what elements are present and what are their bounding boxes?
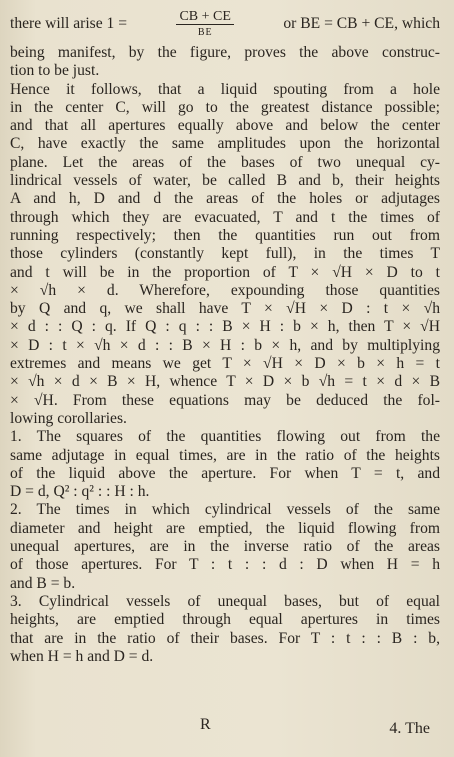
- text-line: × √H. From these equations may be deduced the fol-: [10, 391, 440, 409]
- text-line: unequal apertures, are in the inverse ratio of the areas: [10, 538, 440, 556]
- text-line: × √h × d. Wherefore, expounding those quantities: [10, 281, 440, 299]
- text-line: those cylinders (constantly kept full), in the times T: [10, 245, 440, 263]
- formula-lead: there will arise 1 =: [10, 15, 128, 32]
- text-line: × d : : Q : q. If Q : q : : B × H : b × h, then T × √H: [10, 318, 440, 336]
- text-line: 1. The squares of the quantities flowing out from the: [10, 428, 440, 446]
- text-line: running respectively; then the quantities run out from: [10, 226, 440, 244]
- text-line: diameter and height are emptied, the liquid flowing from: [10, 519, 440, 537]
- text-line: of those apertures. For T : t : : d : D when H = h: [10, 556, 440, 574]
- text-line: and that all apertures equally above and below the center: [10, 117, 440, 135]
- text-line: lindrical vessels of water, be called B and b, their heights: [10, 172, 440, 190]
- text-line: extremes and means we get T × √H × D × b × h = t: [10, 355, 440, 373]
- text-line: × √h × d × B × H, whence T × D × b √h = t × d × B: [10, 373, 440, 391]
- text-line: tion to be just.: [10, 62, 100, 80]
- text-line: heights, are emptied through equal apertures in times: [10, 611, 440, 629]
- text-line: in the center C, will go to the greatest distance possible;: [10, 98, 440, 116]
- text-line: lowing corollaries.: [10, 409, 127, 427]
- catchword: 4. The: [389, 720, 430, 737]
- text-line: by Q and q, we shall have T × √H × D : t × √h: [10, 300, 440, 318]
- body-text: [10, 44, 440, 666]
- signature-mark: R: [200, 716, 211, 733]
- page-footer: [0, 712, 454, 746]
- text-line: when H = h and D = d.: [10, 647, 154, 665]
- formula-tail: or BE = CB + CE, which: [283, 15, 440, 32]
- text-line: being manifest, by the figure, proves the above construc-: [10, 44, 440, 61]
- fraction-denominator: BE: [197, 26, 213, 38]
- fraction-numerator: CB + CE: [176, 9, 233, 25]
- text-line: 2. The times in which cylindrical vessels of the same: [10, 501, 440, 519]
- text-line: through which they are evacuated, T and t the times of: [10, 208, 440, 226]
- text-line: C, have exactly the same amplitudes upon the horizontal: [10, 135, 440, 153]
- text-line: × D : t × √h × d : : B × H : b × h, and by multiplying: [10, 336, 440, 354]
- text-line: D = d, Q² : q² : : H : h.: [10, 483, 150, 501]
- text-line: and t will be in the proportion of T × √H × D to t: [10, 263, 440, 281]
- text-line: and B = b.: [10, 574, 76, 592]
- fraction: [176, 9, 233, 40]
- text-line: plane. Let the areas of the bases of two unequal cy-: [10, 153, 440, 171]
- text-line: of the liquid above the aperture. For when T = t, and: [10, 464, 440, 482]
- text-line: 3. Cylindrical vessels of unequal bases, but of equal: [10, 592, 440, 610]
- text-line: A and h, D and d the areas of the holes or adjutages: [10, 190, 440, 208]
- text-line: Hence it follows, that a liquid spouting from a hole: [10, 80, 440, 98]
- formula-line: [10, 4, 440, 44]
- text-line: same adjutage in equal times, are in the ratio of the heights: [10, 446, 440, 464]
- text-line: that are in the ratio of their bases. For T : t : : B : b,: [10, 629, 440, 647]
